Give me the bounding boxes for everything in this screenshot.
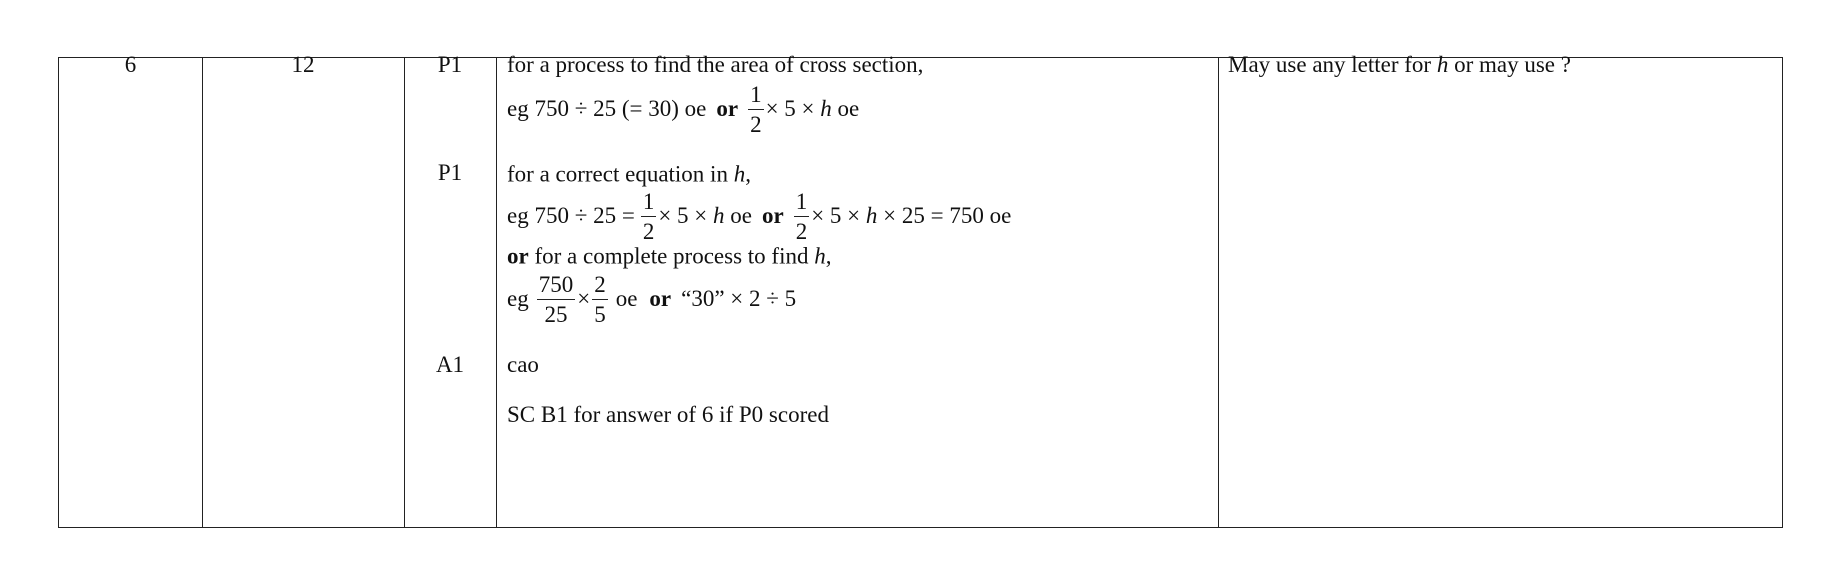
note-text: or may use ? xyxy=(1454,52,1571,77)
variable-h: h xyxy=(814,243,826,269)
fraction-750-over-25 xyxy=(537,273,576,326)
alternative-method: “30” × 2 ÷ 5 xyxy=(681,286,797,311)
column-divider xyxy=(1218,58,1219,527)
special-case-note: SC B1 for answer of 6 if P0 scored xyxy=(507,402,829,427)
mark-p1-first: P1 xyxy=(437,52,463,77)
or-keyword: or xyxy=(649,286,672,311)
note-text: May use any letter for xyxy=(1228,52,1432,77)
column-divider xyxy=(496,58,497,527)
variable-h: h xyxy=(1436,52,1449,77)
variable-h: h xyxy=(713,203,725,228)
fraction-one-half xyxy=(748,83,764,136)
p1-equation-text xyxy=(507,158,751,190)
example-text: eg xyxy=(507,286,529,311)
p1-equation-example xyxy=(507,188,1012,244)
fraction-numerator: 2 xyxy=(592,273,608,300)
answer-value: 12 xyxy=(291,52,315,77)
times-sign: × xyxy=(577,286,591,311)
question-number: 6 xyxy=(124,52,137,77)
expression-part: oe xyxy=(837,96,860,121)
equation-text: for a correct equation in xyxy=(507,161,728,187)
fraction-one-half xyxy=(794,190,810,243)
fraction-denominator: 5 xyxy=(594,301,606,327)
complete-process-example xyxy=(507,270,796,328)
expression-part: × 25 = 750 oe xyxy=(883,203,1012,228)
fraction-numerator: 1 xyxy=(794,190,810,217)
expression-part: oe xyxy=(730,203,752,228)
example-text: eg 750 ÷ 25 = xyxy=(507,203,635,228)
or-keyword: or xyxy=(716,96,739,121)
mark-scheme-table xyxy=(58,52,1783,528)
expression-part: × 5 × xyxy=(811,203,861,228)
mark-a1: A1 xyxy=(435,352,465,377)
process-text: for a complete process to find xyxy=(534,243,809,269)
punctuation: , xyxy=(825,243,832,269)
mark-p1-second: P1 xyxy=(437,160,463,185)
or-keyword: or xyxy=(507,243,529,269)
or-keyword: or xyxy=(761,203,784,228)
punctuation: , xyxy=(745,161,751,187)
fraction-denominator: 25 xyxy=(544,301,568,327)
guidance-note xyxy=(1228,50,1571,80)
p1-process-example xyxy=(507,81,860,137)
fraction-numerator: 1 xyxy=(748,83,764,110)
fraction-one-half xyxy=(641,190,657,243)
expression-part: × 5 × xyxy=(658,203,708,228)
complete-process-text xyxy=(507,240,831,272)
mark-scheme-column xyxy=(507,52,1207,527)
expression-part: × 5 × xyxy=(765,96,815,121)
variable-h: h xyxy=(865,203,878,228)
fraction-numerator: 1 xyxy=(641,190,657,217)
fraction-denominator: 2 xyxy=(642,218,655,244)
expression-part: oe xyxy=(615,286,638,311)
example-text: eg 750 ÷ 25 (= 30) oe xyxy=(507,96,707,121)
column-divider xyxy=(202,58,203,527)
p1-process-text: for a process to find the area of cross section, xyxy=(507,52,924,77)
column-divider xyxy=(404,58,405,527)
a1-cao: cao xyxy=(507,352,539,377)
fraction-numerator: 750 xyxy=(537,273,576,300)
fraction-2-over-5 xyxy=(592,273,608,326)
variable-h: h xyxy=(820,96,832,121)
fraction-denominator: 2 xyxy=(795,218,808,244)
fraction-denominator: 2 xyxy=(750,111,762,137)
variable-h: h xyxy=(733,161,746,187)
